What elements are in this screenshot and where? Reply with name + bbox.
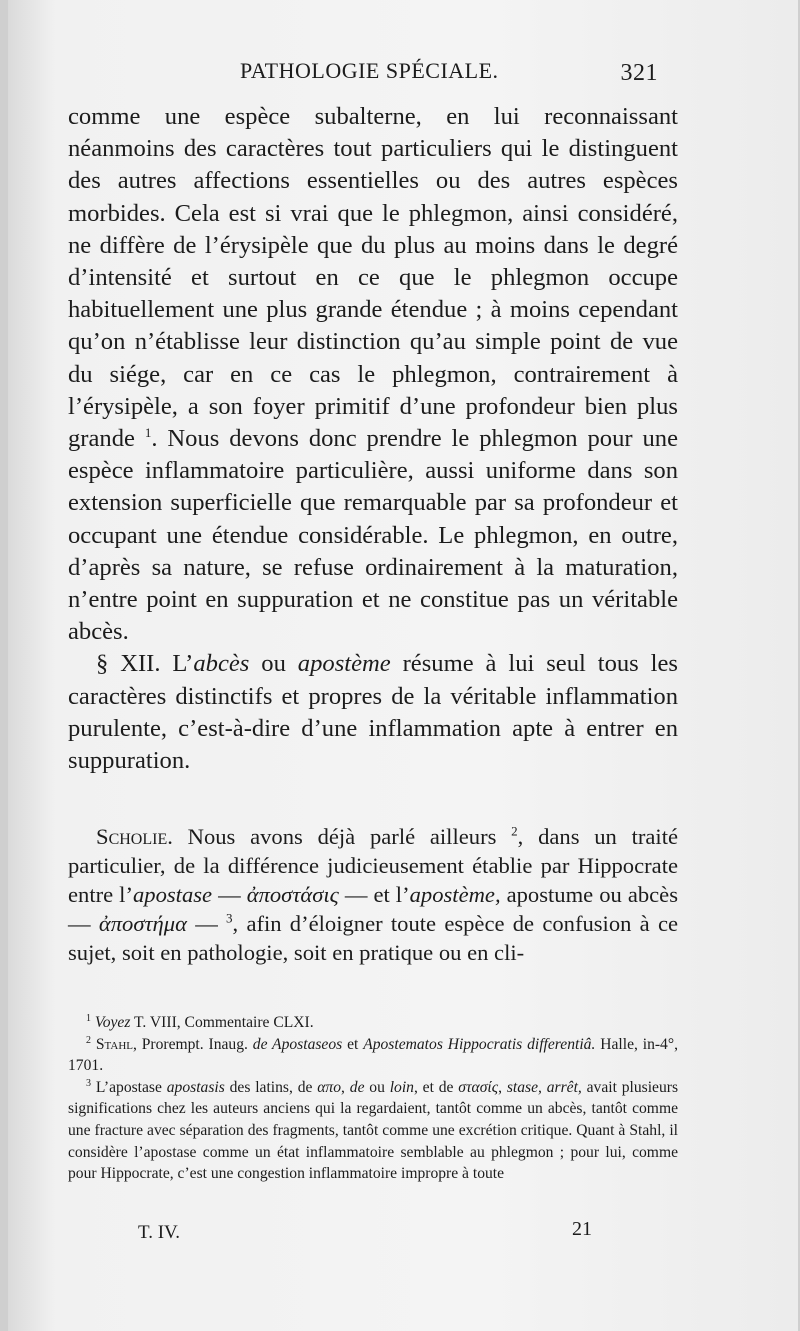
footnote-1: $^1$ Voyez T. VIII, Commentaire CLXI.: [86, 1012, 314, 1031]
paragraph-section-xii: § XII. L’abcès ou apostème résume à lui seul tous les caractères distinctifs et propres de la véritable inflammation purulente, c’est-à-dire d’une inflammation apte à entrer en suppuration.: [68, 650, 678, 775]
footnotes: [68, 1012, 678, 1185]
main-text: [68, 101, 678, 777]
book-page: [8, 0, 798, 1331]
scholie-paragraph: Scholie. Nous avons déjà parlé ailleurs $^2$, dans un traité particulier, de la différence judicieusement établie par Hippocrate entre l’apostase — ἀποστάσις — et l’apostème, apostume ou abcès — ἀποστήμα — $^3$, afin d’éloigner toute espèce de confusion à ce sujet, soit en pathologie, soit en pratique ou en cli-: [68, 823, 679, 965]
footnote-ref-3: 3: [226, 910, 233, 926]
footnote-ref-2: 2: [511, 823, 518, 839]
greek-term: ἀποστάσις: [246, 882, 339, 907]
footnote-2: $^2$ Stahl, Prorempt. Inaug. de Apostaseos et Apostematos Hippocratis differentiâ. Halle, in-4°, 1701.: [68, 1034, 678, 1075]
volume-mark: T. IV.: [138, 1222, 181, 1243]
signature-mark: 21: [572, 1218, 592, 1240]
greek-term: ἀποστήμα: [98, 911, 187, 936]
running-header: [240, 58, 670, 88]
footnote-3: $^3$ L’apostase apostasis des latins, de απο, de ou loin, et de στασίς, stase, arrêt, avait plusieurs significations chez les auteurs anciens qui la regardaient, tantôt comme un abcès, tantôt comme une fracture avec séparation des fragments, tantôt comme une excrétion critique. Quant à Stahl, il considère l’apostase comme un état inflammatoire semblable au phlegmon ; pour lui, comme pour Hippocrate, c’est une congestion inflammatoire impropre à toute: [68, 1077, 679, 1183]
footnote-ref-1: 1: [144, 424, 152, 440]
paragraph-phlegmon: comme une espèce subalterne, en lui reconnaissant néanmoins des caractères tout particuliers qui le distinguent des autres affections essentielles ou des autres espèces morbides. Cela est si vrai que le phlegmon, ainsi considéré, ne diffère de l’érysipèle que du plus au moins dans le degré d’intensité et surtout en ce que le phlegmon occupe habituellement une plus grande étendue ; à moins cependant qu’on n’établisse leur distinction qu’au simple point de vue du siége, car en ce cas le phlegmon, contrairement à l’érysipèle, a son foyer primitif d’une profondeur bien plus grande $^1$. Nous devons donc prendre le phlegmon pour une espèce inflammatoire particulière, aussi uniforme dans son extension superficielle que remarquable par sa profondeur et occupant une étendue considérable. Le phlegmon, en outre, d’après sa nature, se refuse ordinairement à la maturation, n’entre point en suppuration et ne constitue pas un véritable abcès.: [68, 103, 679, 646]
page-number: 321: [620, 60, 658, 86]
section-number: § XII.: [96, 650, 161, 678]
scholie-label: Scholie.: [96, 824, 173, 849]
running-title: PATHOLOGIE SPÉCIALE.: [240, 58, 499, 83]
